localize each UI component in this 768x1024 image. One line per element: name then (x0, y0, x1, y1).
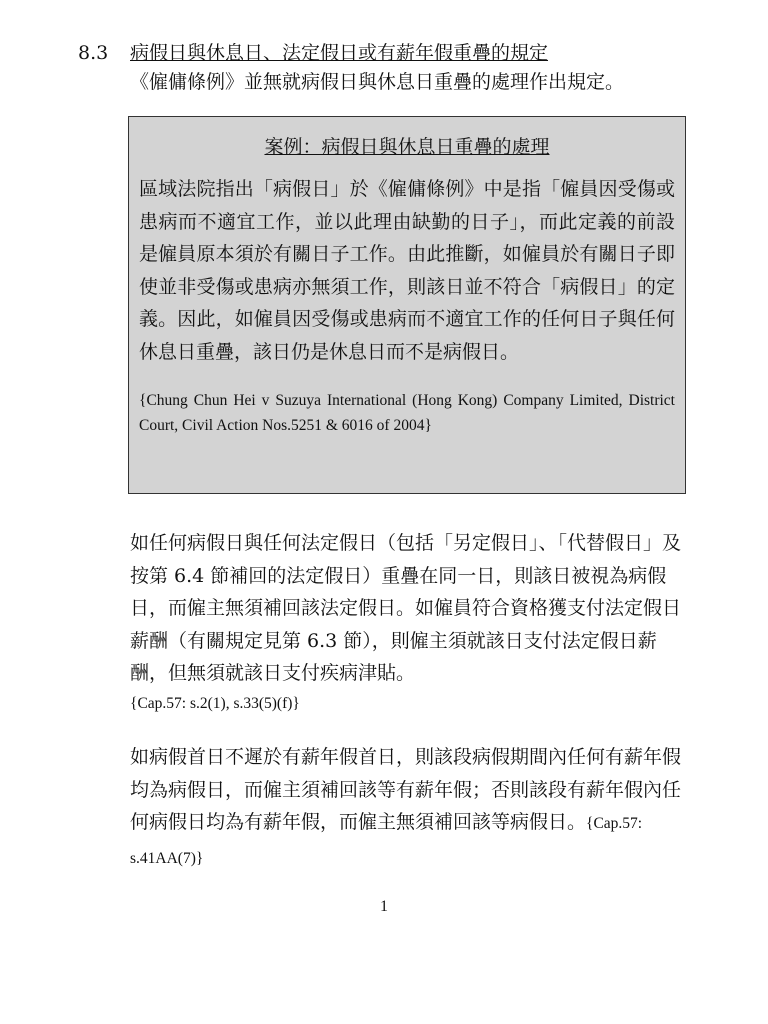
section-heading (78, 40, 718, 66)
paragraph-holiday-citation: {Cap.57: s.2(1), s.33(5)(f)} (130, 694, 300, 712)
paragraph-annual-leave-text: 如病假首日不遲於有薪年假首日，則該段病假期間內任何有薪年假均為病假日，而僱主須補回該等有薪年假；否則該段有薪年假內任何病假日均為有薪年假，而僱主無須補回該等病假日。 (130, 746, 682, 833)
paragraph-holiday-text: 如任何病假日與任何法定假日（包括「另定假日」、「代替假日」及按第 6.4 節補回的法定假日）重疊在同一日，則該日被視為病假日，而僱主無須補回該法定假日。如僱員符合資格獲支付法定假日薪酬（有關規定見第 6.3 節），則僱主須就該日支付法定假日薪酬，但無須就該日支付疾病津貼。 (130, 532, 682, 684)
paragraph-annual-leave-overlap (130, 741, 690, 875)
section-title: 病假日與休息日、法定假日或有薪年假重疊的規定 (130, 42, 549, 64)
paragraph-annual-leave-citation: {Cap.57: s.41AA(7)} (130, 815, 643, 867)
section-intro: 《僱傭條例》並無就病假日與休息日重疊的處理作出規定。 (130, 71, 625, 93)
case-box (128, 116, 686, 494)
section-number: 8.3 (78, 42, 109, 64)
paragraph-holiday-overlap (130, 527, 690, 718)
page-number: 1 (380, 898, 388, 915)
case-citation: {Chung Chun Hei v Suzuya International (Hong Kong) Company Limited, District Court, Civil Action Nos.5251 & 6016 of 2004} (139, 392, 675, 434)
case-title: 案例：病假日與休息日重疊的處理 (264, 136, 550, 158)
case-body: 區域法院指出「病假日」於《僱傭條例》中是指「僱員因受傷或患病而不適宜工作，並以此理由缺勤的日子」，而此定義的前設是僱員原本須於有關日子工作。由此推斷，如僱員於有關日子即使並非受傷或患病亦無須工作，則該日並不符合「病假日」的定義。因此，如僱員因受傷或患病而不適宜工作的任何日子與任何休息日重疊，該日仍是休息日而不是病假日。 (139, 178, 675, 363)
